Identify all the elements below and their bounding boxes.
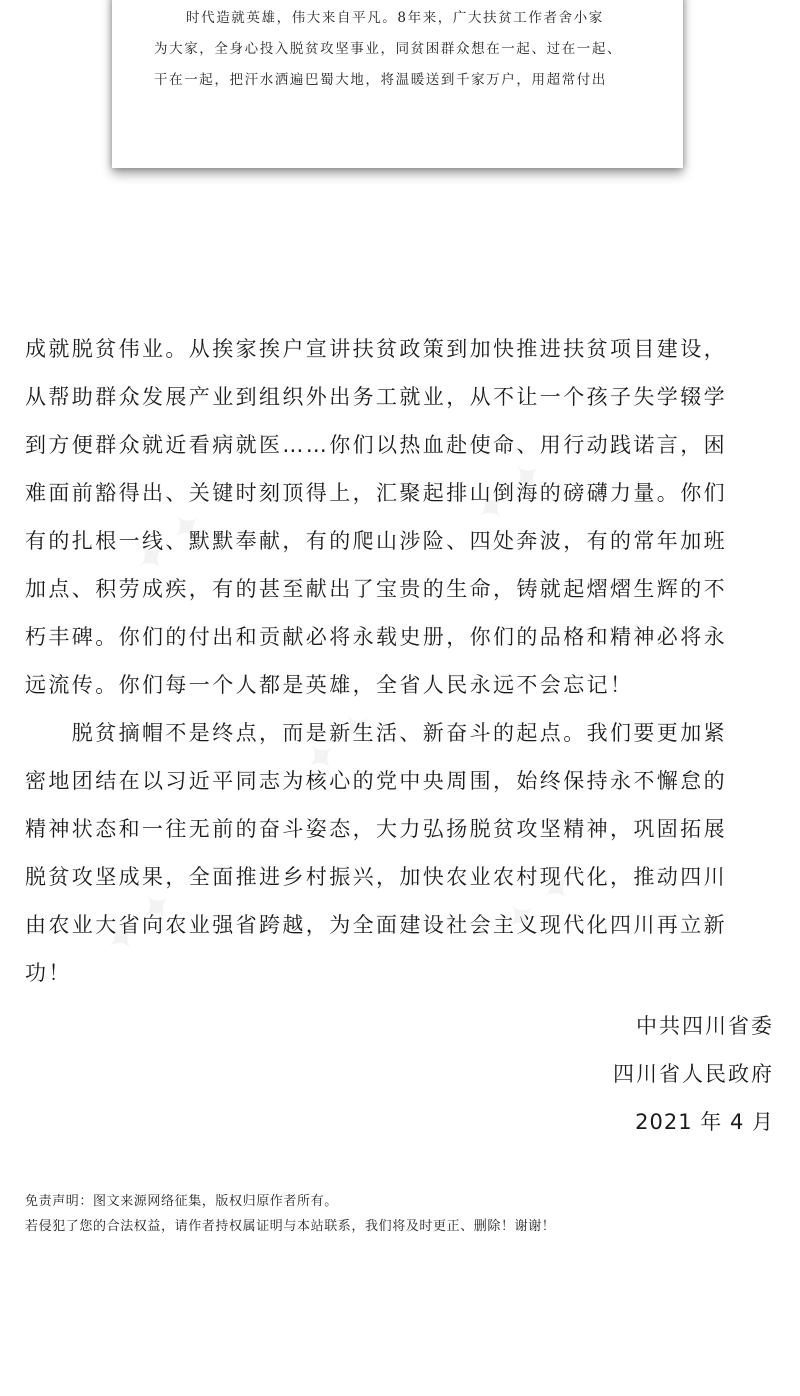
signature-org-party: 中共四川省委 [636, 1014, 774, 1038]
body-line: 脱贫摘帽不是终点，而是新生活、新奋斗的起点。我们要更加紧 [25, 721, 727, 745]
signature-date: 2021 年 4 月 [635, 1110, 774, 1134]
card-text-line: 时代造就英雄，伟大来自平凡。8年来，广大扶贫工作者舍小家 [186, 10, 604, 26]
watermark: ✦ ✦ [124, 499, 216, 587]
watermark: ✦ ✦ [494, 859, 586, 947]
card-text-line: 干在一起，把汗水洒遍巴蜀大地，将温暖送到千家万户，用超常付出 [154, 72, 607, 88]
body-line: 远流传。你们每一个人都是英雄，全省人民永远不会忘记！ [25, 673, 634, 697]
body-line: 从帮助群众发展产业到组织外出务工就业，从不让一个孩子失学辍学 [25, 385, 727, 409]
body-line: 难面前豁得出、关键时刻顶得上，汇聚起排山倒海的磅礴力量。你们 [25, 481, 727, 505]
body-line: 有的扎根一线、默默奉献，有的爬山涉险、四处奔波，有的常年加班 [25, 529, 727, 553]
disclaimer-line: 若侵犯了您的合法权益，请作者持权属证明与本站联系，我们将及时更正、删除！谢谢！ [25, 1219, 556, 1234]
body-line: 脱贫攻坚成果，全面推进乡村振兴，加快农业农村现代化，推动四川 [25, 865, 727, 889]
card-text-line: 为大家，全身心投入脱贫攻坚事业，同贫困群众想在一起、过在一起、 [154, 41, 623, 57]
body-line: 密地团结在以习近平同志为核心的党中央周围，始终保持永不懈怠的 [25, 769, 727, 793]
watermark: ✦ ✦ [464, 449, 556, 537]
body-line: 精神状态和一往无前的奋斗姿态，大力弘扬脱贫攻坚精神，巩固拓展 [25, 817, 727, 841]
quote-card [112, 0, 683, 168]
disclaimer-line: 免责声明：图文来源网络征集，版权归原作者所有。 [25, 1194, 338, 1209]
body-line: 到方便群众就近看病就医……你们以热血赴使命、用行动践诺言，困 [25, 433, 727, 457]
body-line: 成就脱贫伟业。从挨家挨户宣讲扶贫政策到加快推进扶贫项目建设， [25, 337, 727, 361]
body-line: 由农业大省向农业强省跨越，为全面建设社会主义现代化四川再立新 [25, 913, 727, 937]
watermark: ✦ ✦ [94, 879, 186, 967]
signature-org-government: 四川省人民政府 [613, 1062, 774, 1086]
body-line: 功！ [25, 961, 72, 985]
body-line: 朽丰碑。你们的付出和贡献必将永载史册，你们的品格和精神必将永 [25, 625, 727, 649]
watermark: ✦ ✦ [294, 699, 386, 787]
body-line: 加点、积劳成疾，有的甚至献出了宝贵的生命，铸就起熠熠生辉的不 [25, 577, 727, 601]
